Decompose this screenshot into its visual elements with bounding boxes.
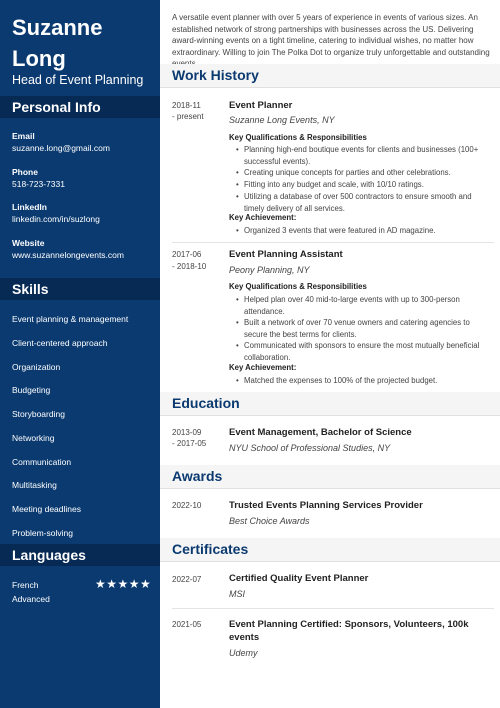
achievement-label: Key Achievement: — [229, 213, 297, 222]
divider — [172, 608, 494, 609]
work-history-heading: Work History — [160, 64, 500, 88]
language-level: Advanced — [12, 594, 50, 604]
skill-item: Multitasking — [12, 480, 57, 490]
certificate-name: Event Planning Certified: Sponsors, Volunteers, 100k events — [229, 619, 469, 643]
certificate-name: Certified Quality Event Planner — [229, 573, 369, 584]
main-content — [160, 0, 500, 708]
job-date-start: 2017-06 — [172, 250, 202, 259]
candidate-name — [12, 12, 102, 74]
job-date-end: - 2018-10 — [172, 262, 207, 271]
website-label: Website — [12, 238, 45, 248]
skill-item: Communication — [12, 457, 72, 467]
sidebar — [0, 0, 160, 708]
skill-item: Storyboarding — [12, 409, 65, 419]
linkedin-value[interactable]: linkedin.com/in/suzlong — [12, 214, 100, 224]
achievement-bullet: • Organized 3 events that were featured in AD magazine. — [236, 225, 492, 237]
education-date-start: 2013-09 — [172, 428, 202, 437]
job-title: Event Planner — [229, 100, 293, 111]
job-bullet: • Communicated with sponsors to ensure the most mutually beneficial collaboration. — [236, 340, 492, 363]
email-value[interactable]: suzanne.long@gmail.com — [12, 143, 110, 153]
awards-heading: Awards — [160, 465, 500, 489]
achievement-label: Key Achievement: — [229, 363, 297, 372]
award-org: Best Choice Awards — [229, 516, 310, 526]
job-title: Event Planning Assistant — [229, 249, 343, 260]
skill-item: Client-centered approach — [12, 338, 108, 348]
certificate-date: 2021-05 — [172, 620, 202, 629]
skill-item: Problem-solving — [12, 528, 73, 538]
languages-heading: Languages — [0, 544, 160, 566]
phone-label: Phone — [12, 167, 38, 177]
phone-value[interactable]: 518-723-7331 — [12, 179, 65, 189]
job-employer: Peony Planning, NY — [229, 265, 310, 275]
skill-item: Budgeting — [12, 385, 51, 395]
job-bullet: • Planning high-end boutique events for clients and businesses (100+ successful events). — [236, 144, 492, 167]
email-label: Email — [12, 131, 35, 141]
linkedin-label: LinkedIn — [12, 202, 47, 212]
job-bullet: • Utilizing a database of over 500 contractors to ensure smooth and timely delivery of all services. — [236, 191, 492, 214]
education-heading: Education — [160, 392, 500, 416]
award-name: Trusted Events Planning Services Provider — [229, 500, 423, 511]
certificate-date: 2022-07 — [172, 575, 202, 584]
degree-name: Event Management, Bachelor of Science — [229, 427, 412, 438]
job-employer: Suzanne Long Events, NY — [229, 115, 335, 125]
skill-item: Networking — [12, 433, 55, 443]
job-title: Head of Event Planning — [12, 73, 144, 87]
divider — [172, 242, 494, 243]
skill-item: Organization — [12, 362, 61, 372]
skill-item: Event planning & management — [12, 314, 129, 324]
job-bullet: • Built a network of over 70 venue owners and catering agencies to secure the best terms for clients. — [236, 317, 492, 340]
certificates-heading: Certificates — [160, 538, 500, 562]
education-date-end: - 2017-05 — [172, 439, 207, 448]
job-date-start: 2018-11 — [172, 101, 201, 110]
school-name: NYU School of Professional Studies, NY — [229, 443, 391, 453]
job-bullet: • Creating unique concepts for parties and other celebrations. — [236, 167, 492, 179]
certificate-org: Udemy — [229, 648, 258, 658]
job-date-end: - present — [172, 112, 204, 121]
award-date: 2022-10 — [172, 501, 202, 510]
personal-info-heading: Personal Info — [0, 96, 160, 118]
language-name: French — [12, 580, 39, 590]
achievement-bullet: • Matched the expenses to 100% of the projected budget. — [236, 375, 492, 387]
job-bullet: • Fitting into any budget and scale, with 10/10 ratings. — [236, 179, 492, 191]
job-bullet: • Helped plan over 40 mid-to-large events with up to 300-person attendance. — [236, 294, 492, 317]
first-name: Suzanne — [12, 15, 103, 40]
skills-heading: Skills — [0, 278, 160, 300]
skill-item: Meeting deadlines — [12, 504, 81, 514]
qualifications-label: Key Qualifications & Responsibilities — [229, 133, 367, 142]
profile-summary: A versatile event planner with over 5 years of experience in events of various sizes. An established network of strong partnerships with businesses across the US. Delivering award-winning events on a tight timeline, catering to individual wishes, no matter how extraordinary. Willing to join The Polka Dot to organize truly unforgettable and outstanding — [172, 13, 490, 57]
language-rating-stars-icon: ★★★★★ — [95, 577, 152, 591]
qualifications-label: Key Qualifications & Responsibilities — [229, 282, 367, 291]
certificate-org: MSI — [229, 589, 246, 599]
website-value[interactable]: www.suzannelongevents.com — [12, 250, 124, 260]
last-name: Long — [12, 46, 66, 71]
